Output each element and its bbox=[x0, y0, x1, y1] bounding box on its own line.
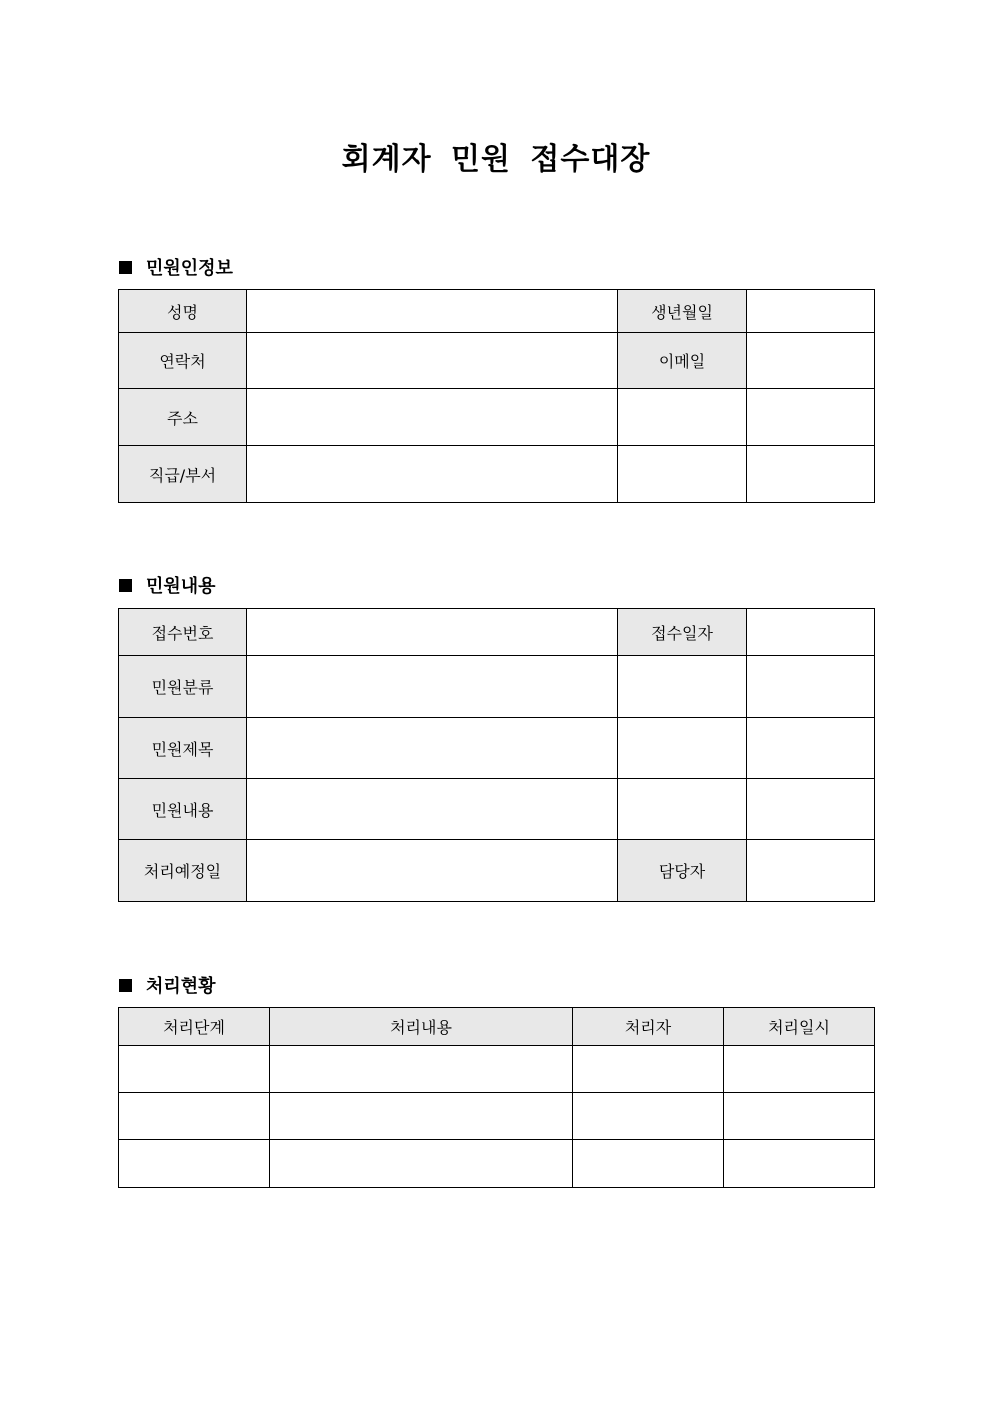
empty-cell[interactable] bbox=[618, 718, 747, 779]
complainant-info-table bbox=[118, 289, 875, 503]
birthdate-label: 생년월일 bbox=[618, 290, 747, 333]
empty-cell[interactable] bbox=[747, 389, 875, 446]
table-row bbox=[119, 290, 875, 333]
table-row bbox=[119, 779, 875, 840]
table-header-row bbox=[119, 1008, 875, 1046]
table-row bbox=[119, 718, 875, 779]
manager-field[interactable] bbox=[747, 840, 875, 902]
details-cell[interactable] bbox=[270, 1140, 573, 1188]
column-header-details: 처리내용 bbox=[270, 1008, 573, 1046]
stage-cell[interactable] bbox=[119, 1093, 270, 1140]
receipt-number-field[interactable] bbox=[247, 609, 618, 656]
name-field[interactable] bbox=[247, 290, 618, 333]
empty-cell[interactable] bbox=[747, 446, 875, 503]
address-label: 주소 bbox=[119, 389, 247, 446]
table-row bbox=[119, 1093, 875, 1140]
empty-cell[interactable] bbox=[618, 446, 747, 503]
body-label: 민원내용 bbox=[119, 779, 247, 840]
body-field[interactable] bbox=[247, 779, 618, 840]
stage-cell[interactable] bbox=[119, 1140, 270, 1188]
column-header-datetime: 처리일시 bbox=[724, 1008, 875, 1046]
handler-cell[interactable] bbox=[573, 1140, 724, 1188]
email-label: 이메일 bbox=[618, 333, 747, 389]
table-row bbox=[119, 1140, 875, 1188]
category-field[interactable] bbox=[247, 656, 618, 718]
datetime-cell[interactable] bbox=[724, 1140, 875, 1188]
section-title: 민원인정보 bbox=[146, 258, 233, 279]
handler-cell[interactable] bbox=[573, 1046, 724, 1093]
processing-status-table bbox=[118, 1007, 875, 1188]
details-cell[interactable] bbox=[270, 1093, 573, 1140]
page-title: 회계자 민원 접수대장 bbox=[341, 142, 651, 177]
category-label: 민원분류 bbox=[119, 656, 247, 718]
section-title: 민원내용 bbox=[146, 576, 216, 597]
empty-cell[interactable] bbox=[747, 718, 875, 779]
position-label: 직급/부서 bbox=[119, 446, 247, 503]
section-title: 처리현황 bbox=[146, 976, 216, 997]
section-heading-info bbox=[119, 254, 233, 280]
datetime-cell[interactable] bbox=[724, 1093, 875, 1140]
due-date-label: 처리예정일 bbox=[119, 840, 247, 902]
empty-cell[interactable] bbox=[747, 656, 875, 718]
empty-cell[interactable] bbox=[747, 779, 875, 840]
column-header-handler: 처리자 bbox=[573, 1008, 724, 1046]
position-field[interactable] bbox=[247, 446, 618, 503]
email-field[interactable] bbox=[747, 333, 875, 389]
square-bullet-icon bbox=[119, 579, 132, 592]
complaint-content-table bbox=[118, 608, 875, 902]
subject-field[interactable] bbox=[247, 718, 618, 779]
column-header-stage: 처리단계 bbox=[119, 1008, 270, 1046]
receipt-number-label: 접수번호 bbox=[119, 609, 247, 656]
table-row bbox=[119, 609, 875, 656]
table-row bbox=[119, 446, 875, 503]
name-label: 성명 bbox=[119, 290, 247, 333]
section-heading-content bbox=[119, 572, 216, 598]
table-row bbox=[119, 1046, 875, 1093]
manager-label: 담당자 bbox=[618, 840, 747, 902]
subject-label: 민원제목 bbox=[119, 718, 247, 779]
empty-cell[interactable] bbox=[618, 389, 747, 446]
table-row bbox=[119, 840, 875, 902]
datetime-cell[interactable] bbox=[724, 1046, 875, 1093]
table-row bbox=[119, 656, 875, 718]
receipt-date-label: 접수일자 bbox=[618, 609, 747, 656]
empty-cell[interactable] bbox=[618, 779, 747, 840]
square-bullet-icon bbox=[119, 979, 132, 992]
receipt-date-field[interactable] bbox=[747, 609, 875, 656]
handler-cell[interactable] bbox=[573, 1093, 724, 1140]
empty-cell[interactable] bbox=[618, 656, 747, 718]
square-bullet-icon bbox=[119, 261, 132, 274]
table-row bbox=[119, 389, 875, 446]
contact-label: 연락처 bbox=[119, 333, 247, 389]
birthdate-field[interactable] bbox=[747, 290, 875, 333]
table-row bbox=[119, 333, 875, 389]
details-cell[interactable] bbox=[270, 1046, 573, 1093]
address-field[interactable] bbox=[247, 389, 618, 446]
due-date-field[interactable] bbox=[247, 840, 618, 902]
contact-field[interactable] bbox=[247, 333, 618, 389]
section-heading-status bbox=[119, 972, 216, 998]
stage-cell[interactable] bbox=[119, 1046, 270, 1093]
